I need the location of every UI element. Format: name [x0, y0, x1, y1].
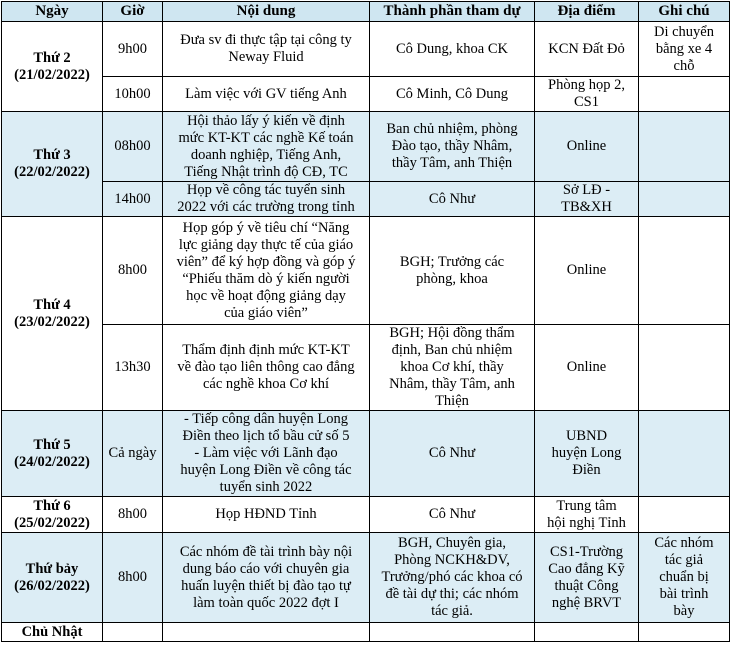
- schedule-table: [1, 1, 730, 642]
- location-line: nghệ BRVT: [551, 594, 622, 611]
- participants-line: phòng, khoa: [416, 270, 488, 287]
- participants-cell: [370, 623, 535, 642]
- participants-line: định, Ban chủ nhiệm: [391, 342, 513, 358]
- time-cell: 10h00: [103, 77, 163, 112]
- schedule-row: [2, 112, 730, 182]
- header-participants: Thành phần tham dự: [370, 2, 535, 22]
- participants-cell: [370, 533, 535, 623]
- participants-line: BGH; Hội đồng thẩm: [389, 325, 515, 341]
- note-line: bày: [673, 603, 695, 619]
- schedule-row: [2, 623, 730, 642]
- content-line: huyện Long Điền về công tác: [180, 462, 352, 478]
- participants-cell: [370, 325, 535, 411]
- location-cell: [535, 22, 639, 77]
- participants-cell: [370, 77, 535, 112]
- day-date: (23/02/2022): [14, 313, 90, 330]
- content-line: Neway Fluid: [228, 49, 304, 65]
- content-cell: [163, 533, 370, 623]
- location-line: Trung tâm: [556, 497, 617, 514]
- content-line: viên” để ký hợp đồng và góp ý: [176, 253, 356, 270]
- location-line: thuật Công: [554, 577, 619, 594]
- note-line: Di chuyển: [654, 23, 714, 40]
- content-line: huấn luyện thiết bị đào tạo tự: [181, 577, 351, 594]
- content-cell: [163, 112, 370, 182]
- day-name: Thứ 2: [33, 49, 71, 66]
- note-line: bài trình: [659, 586, 709, 602]
- location-line: Điền: [572, 462, 601, 478]
- location-line: Online: [566, 262, 607, 278]
- content-line: Điền theo lịch tổ bầu cử số 5: [182, 428, 350, 444]
- participants-line: khoa Cơ khí, thầy: [400, 359, 504, 375]
- content-cell: [163, 22, 370, 77]
- content-line: - Làm việc với Lãnh đạo: [194, 445, 338, 461]
- schedule-row: [2, 497, 730, 533]
- location-line: CS1-Trường: [549, 543, 624, 560]
- content-cell: [163, 182, 370, 217]
- content-line: mức KT-KT các nghề Kế toán: [178, 129, 354, 146]
- content-cell: [163, 497, 370, 533]
- participants-cell: [370, 182, 535, 217]
- content-cell: [163, 77, 370, 112]
- location-line: Sở LĐ -: [562, 182, 611, 198]
- schedule-row: [2, 217, 730, 325]
- participants-line: Phòng NCKH&DV,: [394, 552, 510, 568]
- note-line: chỗ: [673, 57, 695, 74]
- location-line: TB&XH: [561, 199, 612, 215]
- day-name: Thứ 5: [33, 436, 71, 453]
- note-cell: [639, 411, 730, 497]
- location-cell: [535, 623, 639, 642]
- note-cell: [639, 22, 730, 77]
- day-name: Chủ Nhật: [21, 623, 83, 640]
- location-line: CS1: [574, 94, 599, 110]
- participants-line: tác giả.: [431, 603, 473, 619]
- location-line: Phòng họp 2,: [548, 77, 625, 93]
- schedule-row: [2, 182, 730, 217]
- content-line: lực giảng dạy thực tế của giáo: [178, 236, 354, 253]
- location-line: Online: [566, 359, 607, 375]
- content-line: “Phiếu thăm dò ý kiến người: [182, 270, 350, 287]
- note-cell: [639, 217, 730, 325]
- note-line: Các nhóm: [654, 535, 714, 551]
- participants-cell: [370, 411, 535, 497]
- content-line: 2022 với các trường trong tỉnh: [177, 199, 355, 215]
- content-line: doanh nghiệp, Tiếng Anh,: [190, 146, 342, 163]
- day-cell: [2, 112, 103, 217]
- note-cell: [639, 497, 730, 533]
- content-line: các nghề khoa Cơ khí: [202, 376, 330, 392]
- day-cell: [2, 411, 103, 497]
- participants-line: Cô Dung, khoa CK: [396, 40, 508, 57]
- content-line: Họp HĐND Tỉnh: [215, 506, 317, 522]
- time-cell: 9h00: [103, 22, 163, 77]
- day-date: (24/02/2022): [14, 453, 90, 470]
- content-line: Tiếng Nhật trình độ CĐ, TC: [184, 163, 348, 180]
- participants-cell: [370, 497, 535, 533]
- note-cell: [639, 112, 730, 182]
- note-line: chuẩn bị: [659, 569, 709, 585]
- location-line: Online: [566, 138, 607, 154]
- header-time: Giờ: [103, 2, 163, 22]
- participants-cell: [370, 22, 535, 77]
- location-cell: [535, 497, 639, 533]
- participants-line: Cô Như: [428, 506, 476, 522]
- content-line: tuyển sinh 2022: [219, 479, 313, 495]
- participants-line: Nhâm, thầy Tâm, anh: [389, 376, 515, 392]
- time-cell: Cả ngày: [103, 411, 163, 497]
- note-cell: [639, 77, 730, 112]
- day-cell: [2, 22, 103, 112]
- schedule-row: [2, 411, 730, 497]
- note-line: tác giả: [664, 552, 704, 568]
- participants-line: BGH; Trưởng các: [399, 253, 505, 270]
- day-cell: [2, 623, 103, 642]
- location-line: KCN Đất Đỏ: [548, 40, 625, 57]
- location-cell: [535, 411, 639, 497]
- day-cell: [2, 497, 103, 533]
- location-cell: [535, 77, 639, 112]
- header-row: [2, 2, 730, 22]
- content-line: Họp góp ý về tiêu chí “Năng: [182, 219, 350, 236]
- schedule-body: [2, 22, 730, 642]
- note-cell: [639, 325, 730, 411]
- participants-cell: [370, 217, 535, 325]
- schedule-row: [2, 325, 730, 411]
- participants-line: BGH, Chuyên gia,: [398, 535, 506, 551]
- day-name: Thứ 6: [33, 497, 71, 514]
- day-name: Thứ 3: [33, 147, 71, 163]
- content-line: Đưa sv đi thực tập tại công ty: [180, 32, 352, 48]
- time-cell: 8h00: [103, 217, 163, 325]
- content-line: dung báo cáo với chuyên gia: [182, 560, 350, 577]
- content-line: Các nhóm đề tài trình bày nội: [179, 543, 353, 560]
- note-cell: [639, 623, 730, 642]
- location-cell: [535, 533, 639, 623]
- day-cell: [2, 217, 103, 411]
- participants-line: Cô Minh, Cô Dung: [396, 85, 508, 102]
- day-date: (22/02/2022): [14, 164, 90, 180]
- header-day: Ngày: [2, 2, 103, 22]
- content-cell: [163, 325, 370, 411]
- location-cell: [535, 112, 639, 182]
- content-cell: [163, 623, 370, 642]
- participants-line: Cô Như: [428, 190, 476, 207]
- content-line: học về hoạt động giảng dạy: [186, 287, 346, 304]
- day-name: Thứ bảy: [25, 560, 79, 577]
- participants-cell: [370, 112, 535, 182]
- time-cell: 13h30: [103, 325, 163, 411]
- participants-line: thầy Tâm, anh Thiện: [391, 155, 513, 171]
- content-cell: [163, 217, 370, 325]
- participants-line: Trưởng/phó các khoa có: [381, 569, 523, 585]
- content-line: của giáo viên”: [224, 304, 308, 321]
- participants-line: Thiện: [435, 393, 469, 409]
- location-line: huyện Long: [551, 445, 622, 461]
- location-cell: [535, 182, 639, 217]
- day-date: (25/02/2022): [14, 514, 90, 531]
- location-line: UBND: [565, 428, 608, 444]
- content-cell: [163, 411, 370, 497]
- location-line: Cao đẳng Kỹ: [548, 560, 625, 577]
- time-cell: 14h00: [103, 182, 163, 217]
- day-date: (21/02/2022): [14, 66, 90, 83]
- location-cell: [535, 217, 639, 325]
- content-line: - Tiếp công dân huyện Long: [184, 411, 348, 427]
- header-location: Địa điểm: [535, 2, 639, 22]
- note-cell: [639, 533, 730, 623]
- schedule-row: [2, 22, 730, 77]
- note-cell: [639, 182, 730, 217]
- location-cell: [535, 325, 639, 411]
- location-line: hội nghị Tỉnh: [547, 514, 626, 531]
- time-cell: 08h00: [103, 112, 163, 182]
- time-cell: 8h00: [103, 533, 163, 623]
- time-cell: 8h00: [103, 497, 163, 533]
- time-cell: [103, 623, 163, 642]
- header-note: Ghi chú: [639, 2, 730, 22]
- participants-line: Cô Như: [428, 445, 476, 461]
- participants-line: Đào tạo, thầy Nhâm,: [391, 138, 513, 154]
- header-content: Nội dung: [163, 2, 370, 22]
- content-line: Thẩm định định mức KT-KT: [182, 342, 350, 358]
- content-line: làm toàn quốc 2022 đợt I: [193, 594, 339, 611]
- schedule-row: [2, 533, 730, 623]
- day-cell: [2, 533, 103, 623]
- day-date: (26/02/2022): [14, 577, 90, 594]
- content-line: Hội thảo lấy ý kiến về định: [187, 112, 345, 129]
- participants-line: đề tài dự thi; các nhóm: [385, 586, 519, 602]
- content-line: Làm việc với GV tiếng Anh: [185, 85, 347, 102]
- note-line: bằng xe 4: [655, 40, 713, 57]
- schedule-row: [2, 77, 730, 112]
- day-name: Thứ 4: [33, 296, 71, 313]
- content-line: Họp về công tác tuyển sinh: [186, 182, 346, 198]
- content-line: về đào tạo liên thông cao đẳng: [177, 359, 355, 375]
- participants-line: Ban chủ nhiệm, phòng: [386, 121, 518, 137]
